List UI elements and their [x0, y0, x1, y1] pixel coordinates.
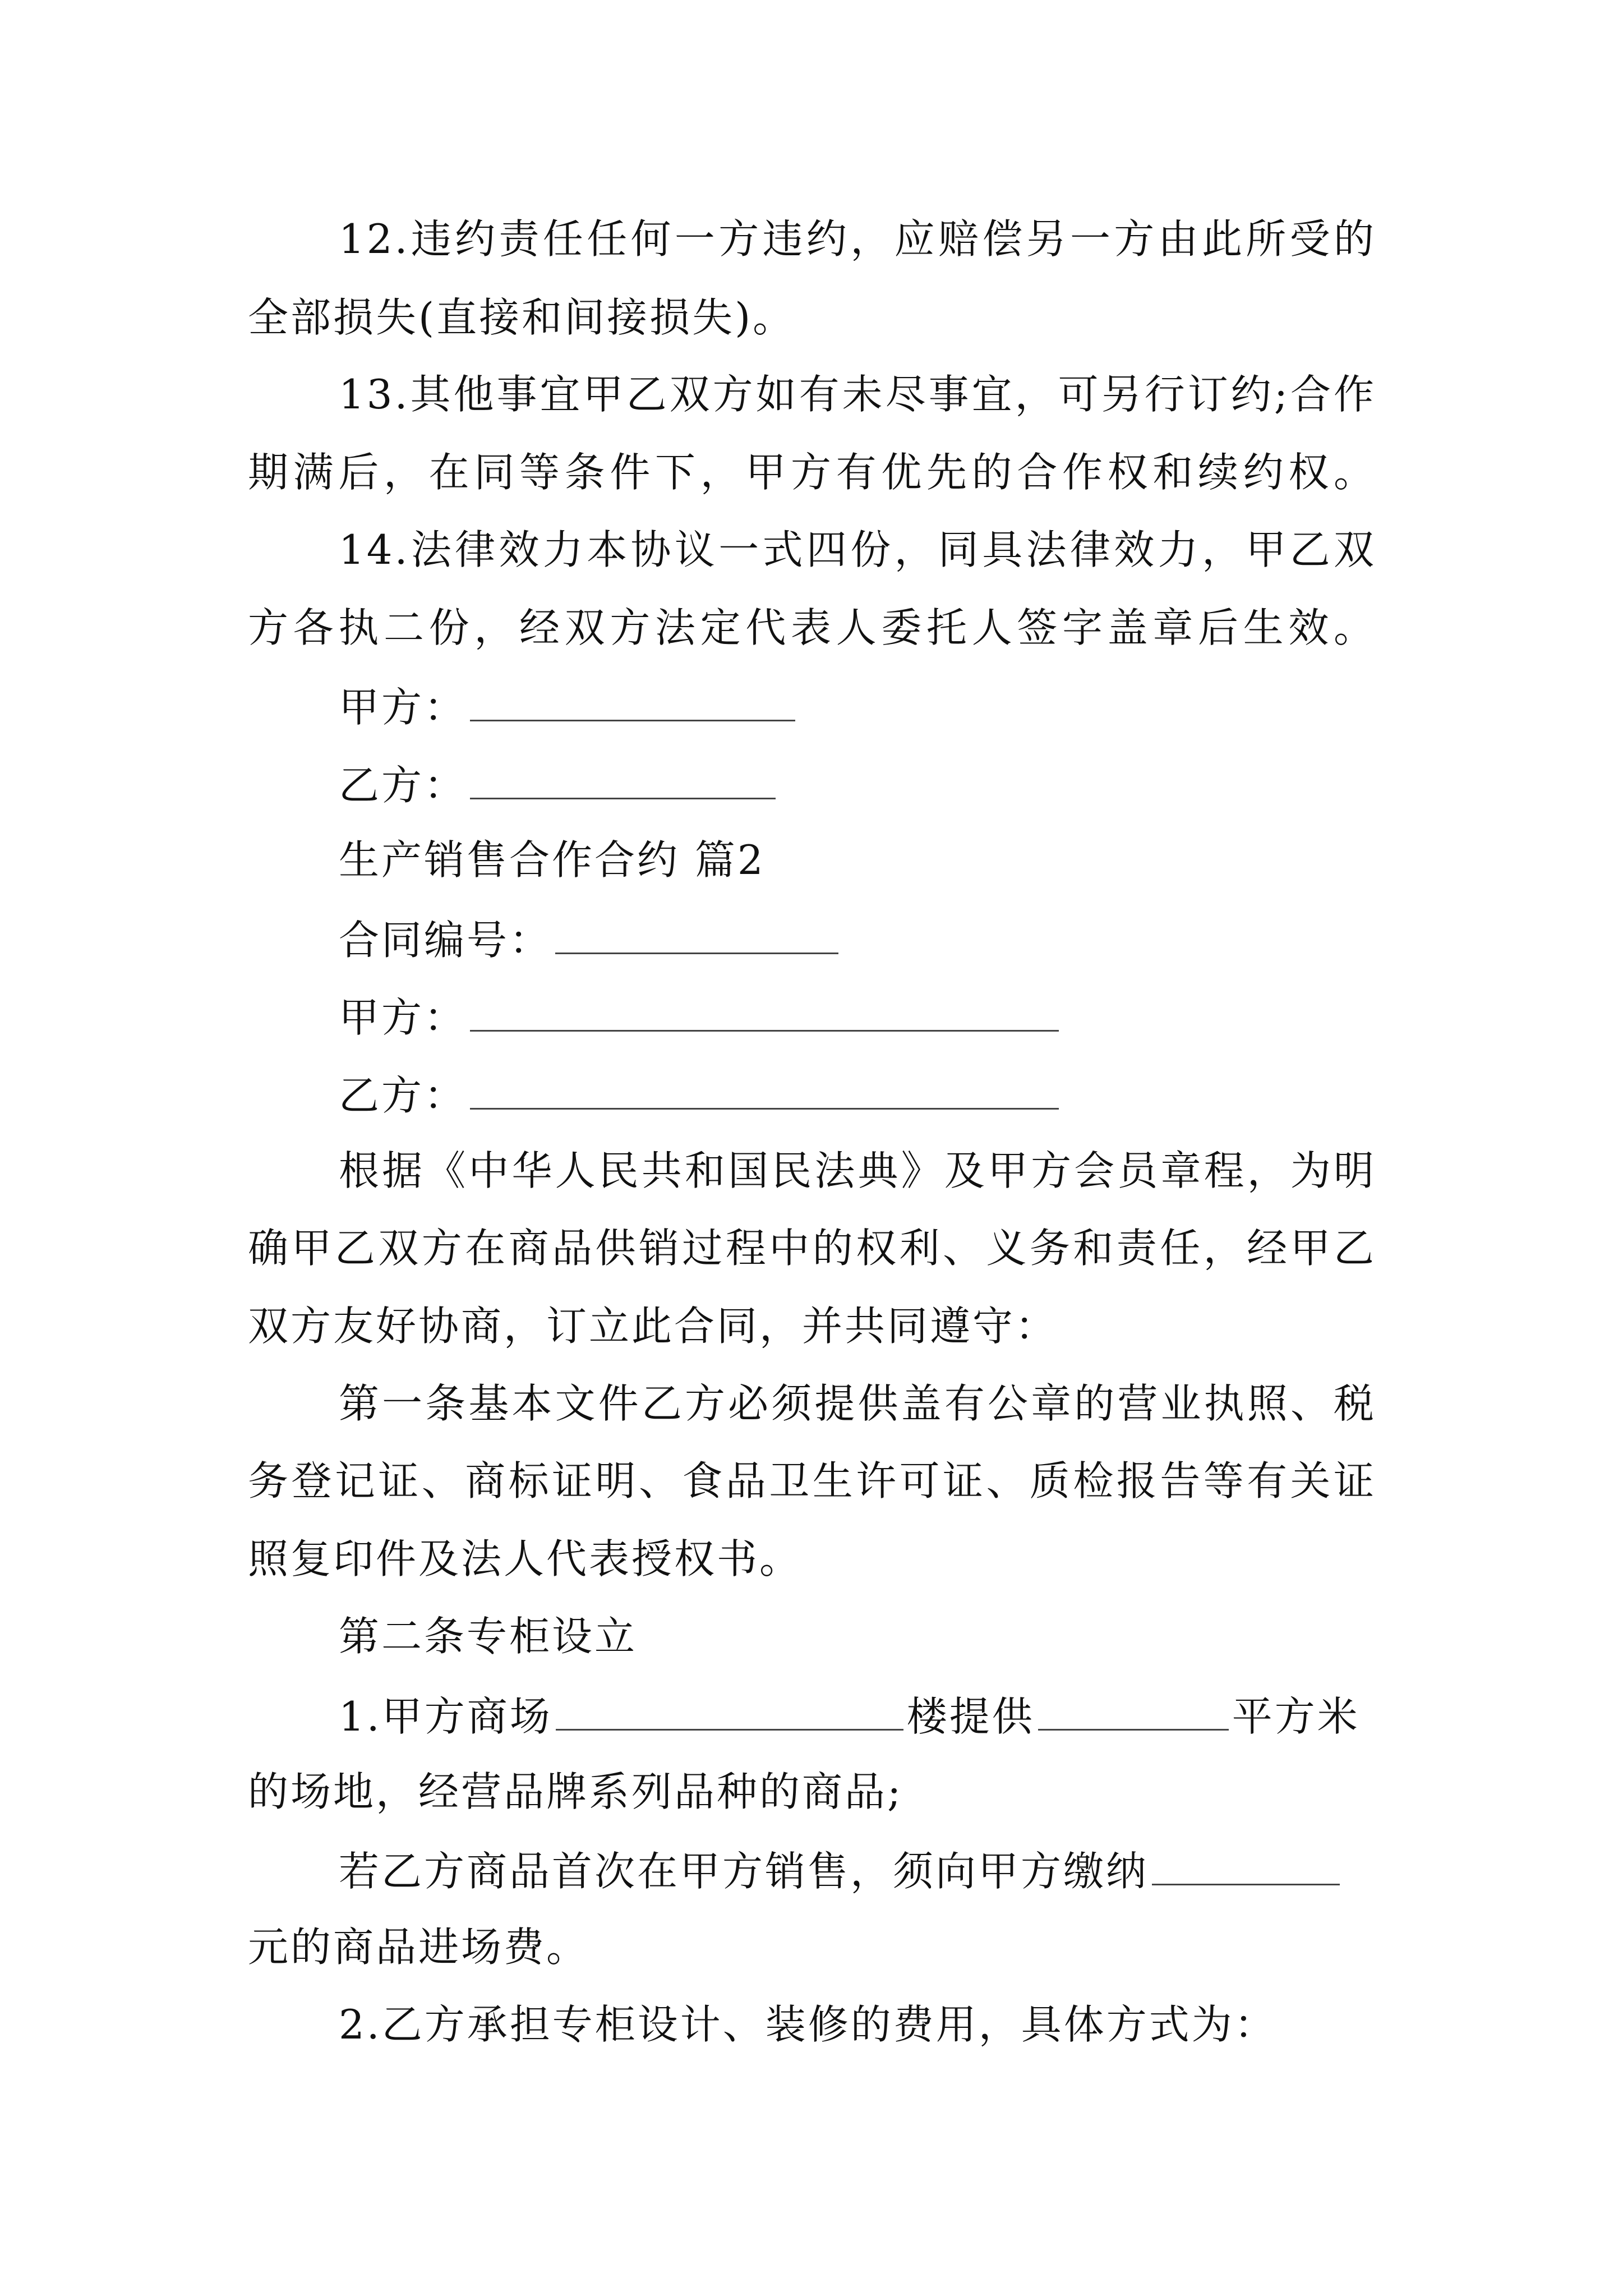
- preamble-line-3: 双方友好协商，订立此合同，并共同遵守：: [248, 1303, 1058, 1350]
- clause-14-line-1: 14.法律效力本协议一式四份，同具法律效力，甲乙双: [339, 526, 1376, 573]
- clause-13-line-2: 期满后，在同等条件下，甲方有优先的合作权和续约权。: [248, 449, 1376, 496]
- party-b-label: 乙方：: [339, 762, 467, 809]
- clause-14-line-2: 方各执二份，经双方法定代表人委托人签字盖章后生效。: [248, 604, 1376, 651]
- item-2-line: 2.乙方承担专柜设计、装修的费用，具体方式为：: [339, 2001, 1277, 2048]
- mall-floor-blank[interactable]: [556, 1694, 903, 1731]
- contract-number-label: 合同编号：: [339, 917, 552, 964]
- clause-12-line-1: 12.违约责任任何一方违约，应赔偿另一方由此所受的: [339, 215, 1376, 263]
- clause-13-line-1: 13.其他事宜甲乙双方如有未尽事宜，可另行订约;合作: [339, 371, 1376, 418]
- contract-number-row: [339, 917, 842, 964]
- party-a-blank[interactable]: [470, 995, 1059, 1032]
- contract-number-blank[interactable]: [555, 918, 838, 954]
- party-b-label: 乙方：: [339, 1072, 467, 1119]
- area-blank[interactable]: [1038, 1694, 1229, 1731]
- signature-party-b: [339, 762, 779, 809]
- party-a-signature-blank[interactable]: [470, 685, 795, 721]
- entry-fee-line-1: [339, 1848, 1343, 1895]
- item-1-part-2: 楼提供: [906, 1693, 1035, 1740]
- article-1-line-1: 第一条基本文件乙方必须提供盖有公章的营业执照、税: [339, 1380, 1376, 1427]
- item-1-part-3: 平方米: [1232, 1693, 1360, 1740]
- item-1-part-1: 1.甲方商场: [339, 1693, 552, 1740]
- article-1-line-3: 照复印件及法人代表授权书。: [248, 1535, 803, 1582]
- article-2-title: 第二条专柜设立: [339, 1613, 638, 1660]
- party-b-blank[interactable]: [470, 1073, 1059, 1110]
- preamble-line-1: 根据《中华人民共和国民法典》及甲方会员章程，为明: [339, 1147, 1376, 1194]
- party-b-signature-blank[interactable]: [470, 763, 776, 799]
- party-b-row: [339, 1072, 1062, 1119]
- article-1-line-2: 务登记证、商标证明、食品卫生许可证、质检报告等有关证: [248, 1457, 1376, 1504]
- signature-party-a: [339, 684, 799, 731]
- item-1-line-1: [339, 1693, 1360, 1740]
- entry-fee-blank[interactable]: [1152, 1849, 1340, 1885]
- clause-12-line-2: 全部损失(直接和间接损失)。: [248, 294, 796, 341]
- item-1-line-2: 的场地，经营品牌系列品种的商品;: [248, 1768, 903, 1815]
- entry-fee-line-2: 元的商品进场费。: [248, 1924, 589, 1971]
- party-a-label: 甲方：: [339, 684, 467, 731]
- preamble-line-2: 确甲乙双方在商品供销过程中的权利、义务和责任，经甲乙: [248, 1225, 1376, 1272]
- party-a-row: [339, 994, 1062, 1041]
- party-a-label: 甲方：: [339, 994, 467, 1041]
- section-title: 生产销售合作合约 篇2: [339, 836, 766, 884]
- entry-fee-text: 若乙方商品首次在甲方销售，须向甲方缴纳: [339, 1848, 1149, 1895]
